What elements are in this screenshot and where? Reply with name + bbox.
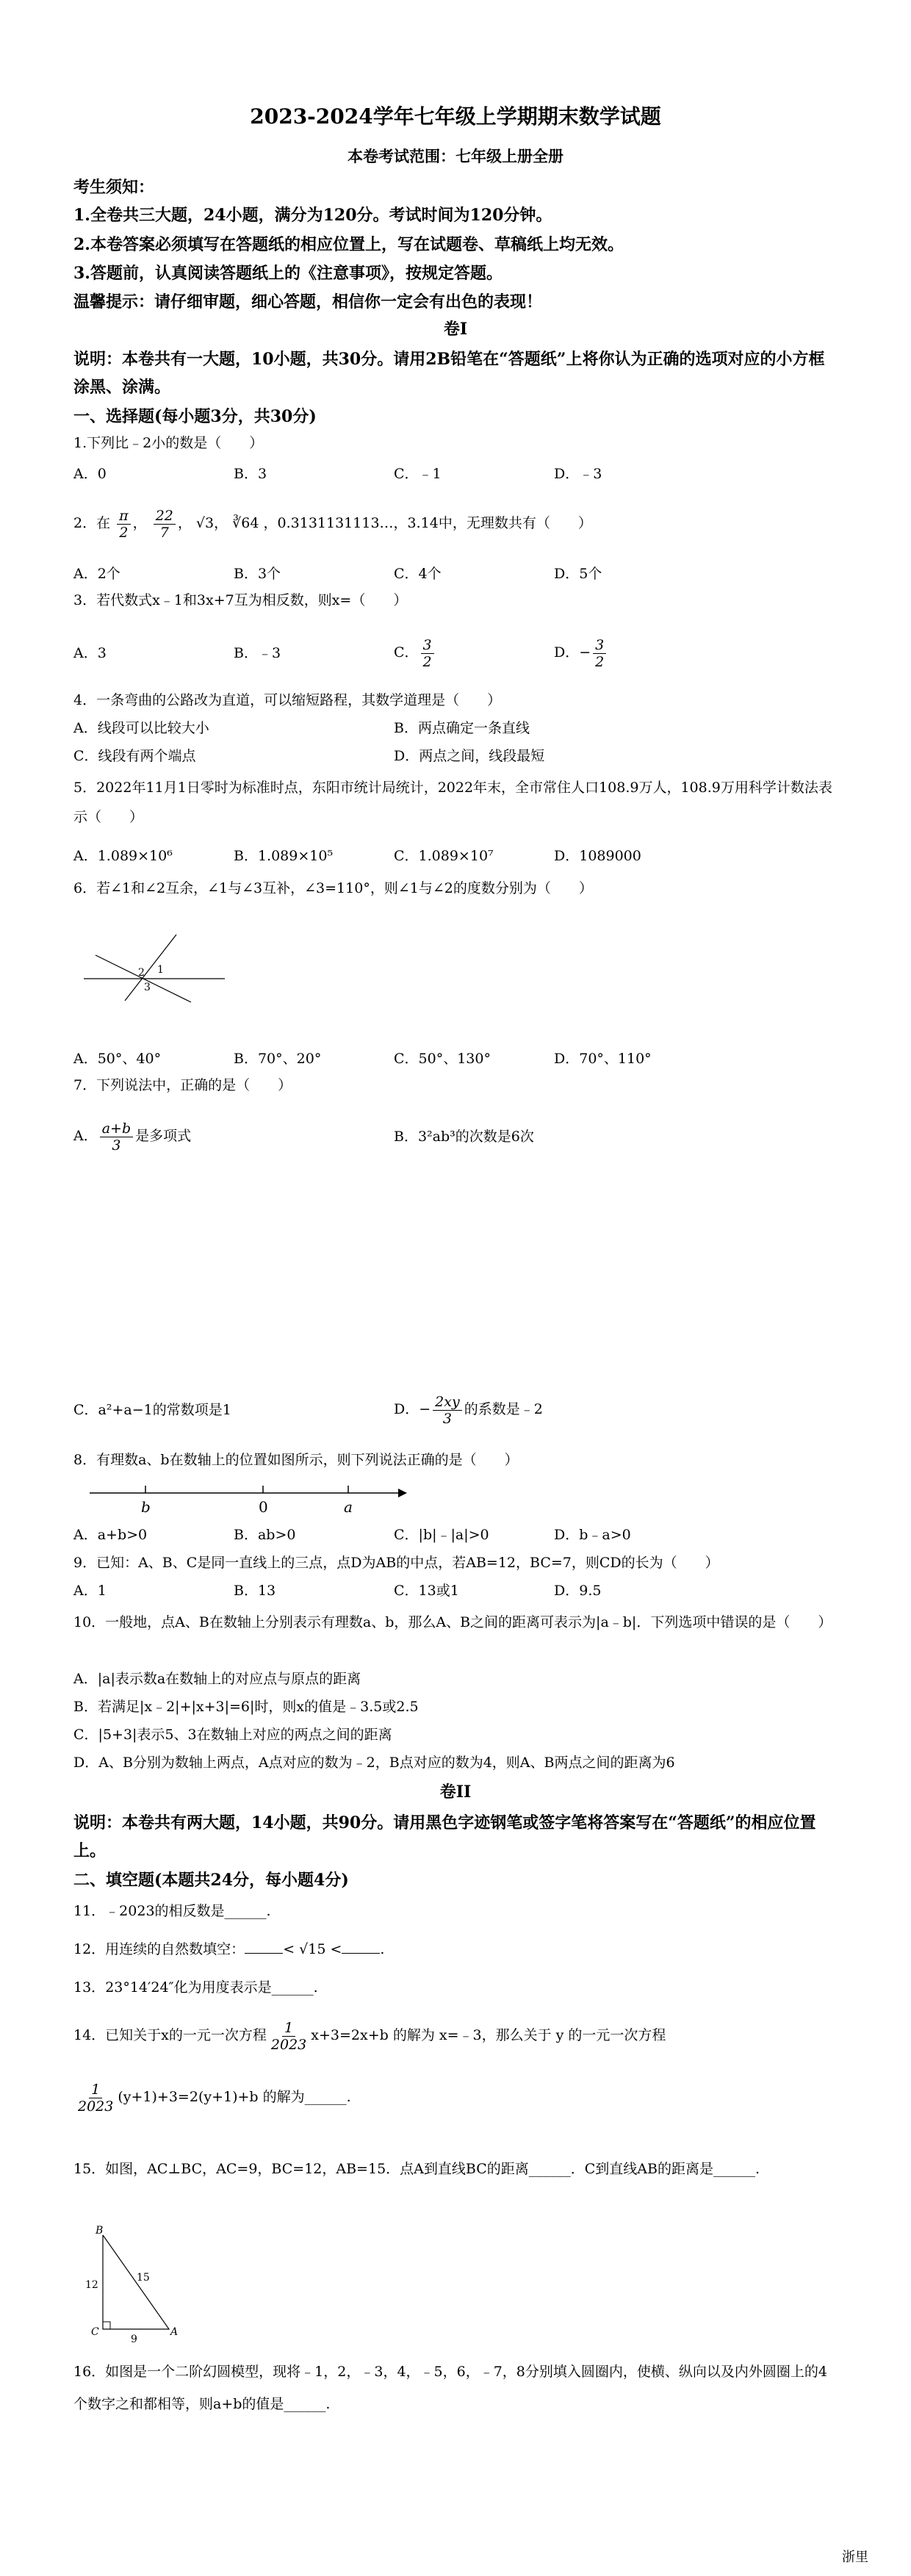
q15-right-angle bbox=[103, 2322, 110, 2329]
q6-label-2: 2 bbox=[138, 967, 145, 979]
q3-option-b: B．﹣3 bbox=[234, 645, 281, 661]
q8-option-b: B．ab>0 bbox=[234, 1527, 296, 1543]
q14-frac-2-den: 2023 bbox=[78, 2098, 114, 2115]
q10-option-b: B．若满足|x﹣2|+|x+3|=6|时，则x的值是﹣3.5或2.5 bbox=[73, 1699, 419, 1715]
q8-arrow-icon bbox=[398, 1489, 407, 1497]
q5-option-c: C．1.089×10⁷ bbox=[394, 848, 494, 864]
notice-2: 2.本卷答案必须填写在答题纸的相应位置上，写在试题卷、草稿纸上均无效。 bbox=[73, 235, 624, 254]
q6-label-1: 1 bbox=[157, 964, 164, 976]
q4-option-a: A．线段可以比较大小 bbox=[73, 720, 209, 736]
q3-d-frac bbox=[593, 637, 606, 670]
q3-option-c bbox=[394, 630, 436, 674]
q2-stem: 2．在 $\frac{\pi}{2}$ ， $\frac{22}{7}$ ， √3， ∛64 ，0.3131131113…，3.14中，无理数共有（ ） bbox=[73, 507, 592, 541]
q4-stem: 4．一条弯曲的公路改为直道，可以缩短路程，其数学道理是（ ） bbox=[73, 692, 502, 708]
q15-stem: 15．如图，AC⊥BC，AC=9，BC=12，AB=15．点A到直线BC的距离______．C到直线AB的距离是______. bbox=[73, 2161, 760, 2177]
part2-instruction: 说明：本卷共有两大题，14小题，共90分。请用黑色字迹钢笔或签字笔将答案写在“答题纸”的相应位置上。 bbox=[73, 1813, 816, 1860]
q15-label-c: C bbox=[91, 2326, 99, 2338]
q2-pi: π bbox=[117, 508, 131, 525]
q10-option-c: C．|5+3|表示5、3在数轴上对应的两点之间的距离 bbox=[73, 1727, 392, 1743]
q14-frac-2 bbox=[76, 2082, 115, 2115]
q9-option-d: D．9.5 bbox=[554, 1583, 602, 1599]
q7-option-b: B．3²ab³的次数是6次 bbox=[394, 1129, 534, 1145]
q6-option-a: A．50°、40° bbox=[73, 1051, 162, 1067]
q2-7: 7 bbox=[159, 524, 169, 541]
notice-heading: 考生须知： bbox=[73, 178, 155, 197]
exam-scope: 本卷考试范围：七年级上册全册 bbox=[348, 147, 563, 165]
q7-a-den: 3 bbox=[112, 1137, 121, 1154]
q7-a-num: a+b bbox=[100, 1120, 133, 1137]
section-1-heading: 一、选择题(每小题3分，共30分) bbox=[73, 407, 317, 426]
q10-stem: 10．一般地，点A、B在数轴上分别表示有理数a、b，那么A、B之间的距离可表示为|a﹣b|．下列选项中错误的是（ ） bbox=[73, 1614, 832, 1630]
q12-prefix: 12．用连续的自然数填空： bbox=[73, 1941, 245, 1957]
q13-suffix: 化为用度表示是______. bbox=[173, 1979, 318, 1996]
q6-option-d: D．70°、110° bbox=[554, 1051, 652, 1067]
q2-option-d: D．5个 bbox=[554, 566, 602, 582]
q5-option-d: D．1089000 bbox=[554, 848, 641, 864]
q3-c-num: 3 bbox=[421, 637, 434, 654]
q1-stem: 1.下列比﹣2小的数是（ ） bbox=[73, 435, 264, 451]
q6-option-c: C．50°、130° bbox=[394, 1051, 491, 1067]
q5-option-a: A．1.089×10⁶ bbox=[73, 848, 173, 864]
q7-d-frac bbox=[433, 1394, 462, 1427]
q8-label-b: b bbox=[141, 1498, 151, 1516]
q2-pi-den: 2 bbox=[119, 524, 129, 541]
q7-option-d bbox=[394, 1387, 543, 1431]
q12-stem bbox=[73, 1940, 838, 1959]
q1-option-b: B．3 bbox=[234, 466, 267, 482]
q7-a-frac bbox=[100, 1120, 133, 1154]
q15-label-15: 15 bbox=[137, 2272, 150, 2284]
q9-option-a: A．1 bbox=[73, 1583, 107, 1599]
notice-1: 1.全卷共三大题，24小题，满分为120分。考试时间为120分钟。 bbox=[73, 206, 552, 225]
part1-instruction: 说明：本卷共有一大题，10小题，共30分。请用2B铅笔在“答题纸”上将你认为正确的选项对应的小方框涂黑、涂满。 bbox=[73, 350, 825, 397]
q12-mid: < √15 < bbox=[283, 1941, 342, 1957]
q14-line-2 bbox=[73, 2076, 838, 2118]
q8-number-line bbox=[87, 1477, 410, 1521]
q14-frac-1-num: 1 bbox=[282, 2020, 295, 2037]
q11-stem: 11．﹣2023的相反数是______. bbox=[73, 1903, 271, 1919]
section-2-heading: 二、填空题(本题共24分，每小题4分) bbox=[73, 1871, 349, 1890]
q8-option-d: D．b﹣a>0 bbox=[554, 1527, 631, 1543]
q13-expr: 23°14′24″ bbox=[105, 1979, 174, 1996]
q10-option-d: D．A、B分别为数轴上两点，A点对应的数为﹣2，B点对应的数为4，则A、B两点之间的距离为6 bbox=[73, 1755, 675, 1771]
q8-stem: 8．有理数a、b在数轴上的位置如图所示，则下列说法正确的是（ ） bbox=[73, 1452, 519, 1468]
tip: 温馨提示：请仔细审题，细心答题，相信你一定会有出色的表现！ bbox=[73, 292, 543, 312]
q6-angle-figure bbox=[81, 927, 228, 1008]
q2-22: 22 bbox=[154, 508, 176, 525]
q2-option-a: A．2个 bbox=[73, 566, 120, 582]
q8-label-0: 0 bbox=[259, 1498, 268, 1516]
q8-label-a: a bbox=[344, 1498, 353, 1516]
q3-d-label: D．− bbox=[554, 644, 591, 661]
q1-option-a: A．0 bbox=[73, 466, 107, 482]
q7-d-label: D．− bbox=[394, 1401, 431, 1417]
q2-option-c: C．4个 bbox=[394, 566, 442, 582]
q14-frac-1-den: 2023 bbox=[270, 2036, 307, 2053]
q3-option-d bbox=[554, 630, 608, 674]
q4-option-c: C．线段有两个端点 bbox=[73, 748, 196, 764]
q2-prefix: 2．在 bbox=[73, 515, 111, 531]
part1-label: 卷I bbox=[443, 320, 468, 339]
q7-option-a bbox=[73, 1114, 191, 1158]
q3-d-den: 2 bbox=[595, 653, 605, 670]
q8-option-a: A．a+b>0 bbox=[73, 1527, 148, 1543]
q7-stem: 7．下列说法中，正确的是（ ） bbox=[73, 1077, 292, 1093]
part2-label: 卷II bbox=[439, 1782, 472, 1802]
q3-c-den: 2 bbox=[422, 653, 432, 670]
q12-blank-1 bbox=[245, 1940, 283, 1954]
q5-stem: 5．2022年11月1日零时为标准时点，东阳市统计局统计，2022年末，全市常住人口108.9万人，108.9万用科学计数法表示（ ） bbox=[73, 780, 832, 825]
q2-rest: ，0.3131131113…，3.14中，无理数共有（ ） bbox=[263, 515, 592, 531]
q2-option-b: B．3个 bbox=[234, 566, 281, 582]
q9-stem: 9．已知：A、B、C是同一直线上的三点，点D为AB的中点，若AB=12，BC=7，则CD的长为（ ） bbox=[73, 1555, 719, 1571]
q7-a-suffix: 是多项式 bbox=[135, 1128, 192, 1144]
q14-mid: x+3=2x+b 的解为 x=﹣3，那么关于 y 的一元一次方程 bbox=[311, 2027, 666, 2043]
notice-3: 3.答题前，认真阅读答题纸上的《注意事项》，按规定答题。 bbox=[73, 264, 503, 283]
q15-label-9: 9 bbox=[131, 2334, 137, 2345]
q13-label: 13． bbox=[73, 1979, 106, 1996]
q15-triangle bbox=[103, 2235, 169, 2329]
q7-option-c: C．a²+a−1的常数项是1 bbox=[73, 1402, 231, 1418]
q7-a-label: A． bbox=[73, 1128, 98, 1144]
q9-option-b: B．13 bbox=[234, 1583, 276, 1599]
q15-label-a: A bbox=[170, 2326, 179, 2338]
q14-prefix: 14．已知关于x的一元一次方程 bbox=[73, 2027, 267, 2043]
exam-title: 2023-2024学年七年级上学期期末数学试题 bbox=[250, 104, 661, 129]
q13-stem bbox=[73, 1978, 838, 1997]
q15-label-12: 12 bbox=[85, 2279, 98, 2291]
q12-blank-2 bbox=[342, 1940, 380, 1954]
q9-option-c: C．13或1 bbox=[394, 1583, 459, 1599]
q2-cbrt64: ∛64 bbox=[232, 515, 259, 531]
q14-line-1 bbox=[73, 2015, 838, 2056]
q1-option-c: C．﹣1 bbox=[394, 466, 442, 482]
footer-watermark: 浙里 bbox=[842, 2550, 868, 2565]
q14-frac-2-num: 1 bbox=[89, 2082, 102, 2098]
q5-option-b: B．1.089×10⁵ bbox=[234, 848, 334, 864]
q2-frac-pi bbox=[117, 508, 131, 541]
q12-suffix: . bbox=[380, 1941, 385, 1957]
q4-option-d: D．两点之间，线段最短 bbox=[394, 748, 545, 764]
q3-stem: 3．若代数式x﹣1和3x+7互为相反数，则x=（ ） bbox=[73, 592, 408, 608]
q6-stem: 6．若∠1和∠2互余，∠1与∠3互补，∠3=110°，则∠1与∠2的度数分别为（ ） bbox=[73, 880, 593, 896]
q14-frac-1 bbox=[269, 2020, 309, 2053]
q15-label-b: B bbox=[96, 2225, 104, 2237]
q3-d-num: 3 bbox=[593, 637, 606, 654]
q6-label-3: 3 bbox=[144, 982, 151, 993]
q2-sqrt3: √3 bbox=[195, 515, 215, 531]
q8-option-c: C．|b|﹣|a|>0 bbox=[394, 1527, 489, 1543]
q7-d-num: 2xy bbox=[433, 1394, 462, 1411]
q10-option-a: A．|a|表示数a在数轴上的对应点与原点的距离 bbox=[73, 1671, 361, 1687]
q6-option-b: B．70°、20° bbox=[234, 1051, 322, 1067]
q7-d-suffix: 的系数是﹣2 bbox=[464, 1401, 543, 1417]
q16-stem: 16．如图是一个二阶幻圆模型，现将﹣1，2，﹣3，4，﹣5，6，﹣7，8分别填入圆圈内，使横、纵向以及内外圆圈上的4个数字之和都相等，则a+b的值是______. bbox=[73, 2364, 827, 2412]
q15-triangle-figure bbox=[81, 2220, 179, 2345]
q1-option-d: D．﹣3 bbox=[554, 466, 602, 482]
q3-c-frac bbox=[421, 637, 434, 670]
q7-d-den: 3 bbox=[442, 1410, 452, 1427]
q4-option-b: B．两点确定一条直线 bbox=[394, 720, 530, 736]
q3-option-a: A．3 bbox=[73, 645, 107, 661]
q2-frac-22-7 bbox=[154, 508, 176, 541]
q3-c-label: C． bbox=[394, 644, 419, 661]
q14-suffix: (y+1)+3=2(y+1)+b 的解为______. bbox=[118, 2089, 351, 2105]
